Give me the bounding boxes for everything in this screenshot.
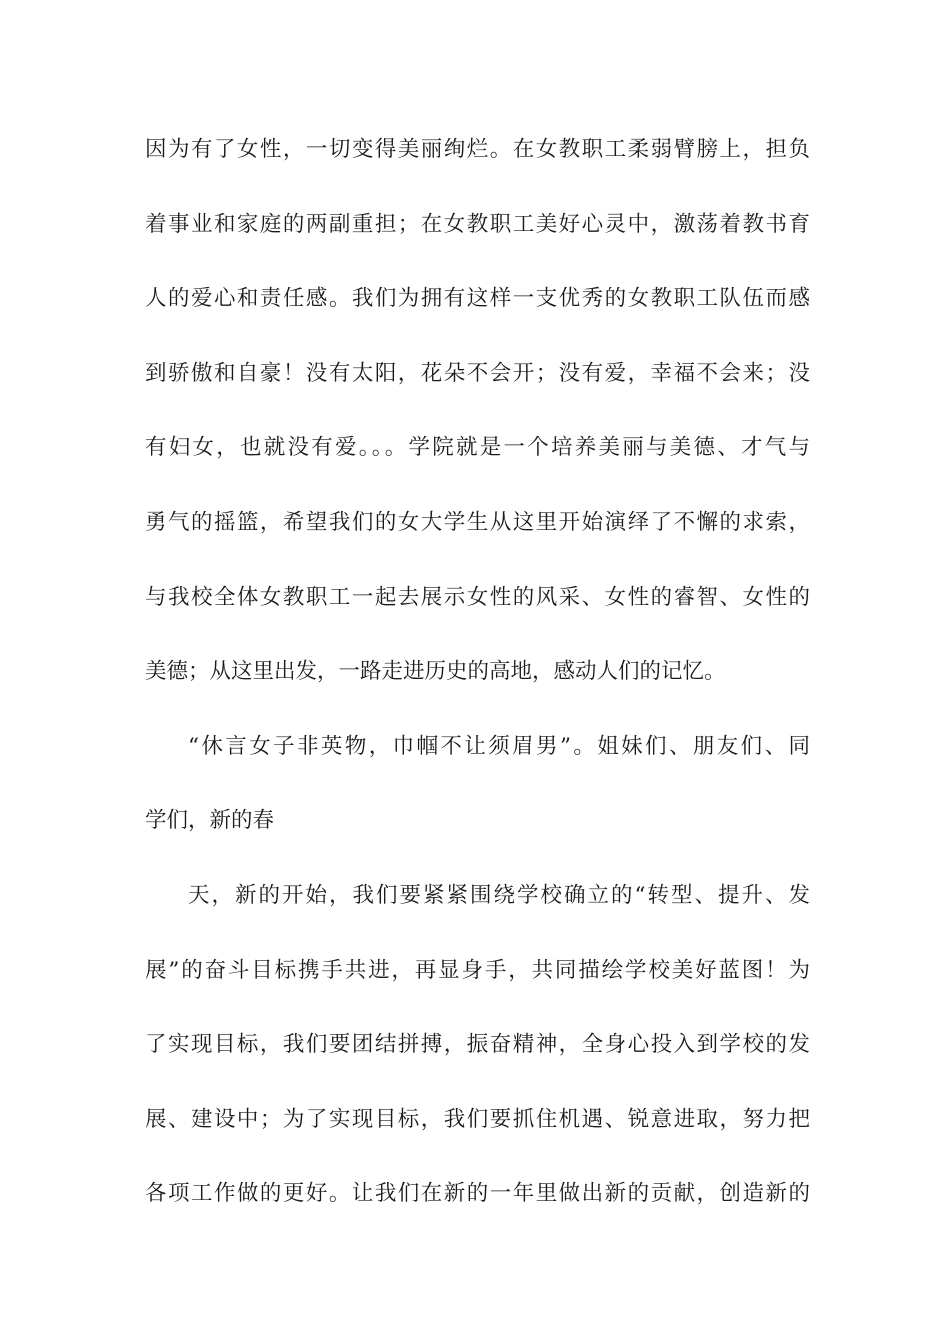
text-line: 各项工作做的更好。让我们在新的一年里做出新的贡献，创造新的: [145, 1181, 810, 1207]
text-line: 展”的奋斗目标携手共进，再显身手，共同描绘学校美好蓝图！为: [145, 957, 810, 983]
text-line: 有妇女，也就没有爱。。。学院就是一个培养美丽与美德、才气与: [145, 435, 810, 461]
text-line: 学们，新的春: [145, 808, 275, 834]
text-line: 了实现目标，我们要团结拼搏，振奋精神，全身心投入到学校的发: [145, 1032, 810, 1058]
text-line: 美德；从这里出发，一路走进历史的高地，感动人们的记忆。: [145, 659, 726, 685]
text-line: 着事业和家庭的两副重担；在女教职工美好心灵中，激荡着教书育: [145, 211, 810, 237]
text-line: 到骄傲和自豪！没有太阳，花朵不会开；没有爱，幸福不会来；没: [145, 360, 810, 386]
text-line: 展、建设中；为了实现目标，我们要抓住机遇、锐意进取，努力把: [145, 1106, 810, 1132]
text-line: 勇气的摇篮，希望我们的女大学生从这里开始演绎了不懈的求索，: [145, 509, 810, 535]
body-text: [145, 131, 810, 1250]
text-line: 与我校全体女教职工一起去展示女性的风采、女性的睿智、女性的: [145, 584, 810, 610]
text-line: 人的爱心和责任感。我们为拥有这样一支优秀的女教职工队伍而感: [145, 286, 810, 312]
text-line: 天，新的开始，我们要紧紧围绕学校确立的“转型、提升、发: [188, 882, 810, 908]
text-line: “休言女子非英物，巾帼不让须眉男”。姐妹们、朋友们、同: [188, 733, 810, 759]
text-line: 因为有了女性，一切变得美丽绚烂。在女教职工柔弱臂膀上，担负: [145, 137, 810, 162]
